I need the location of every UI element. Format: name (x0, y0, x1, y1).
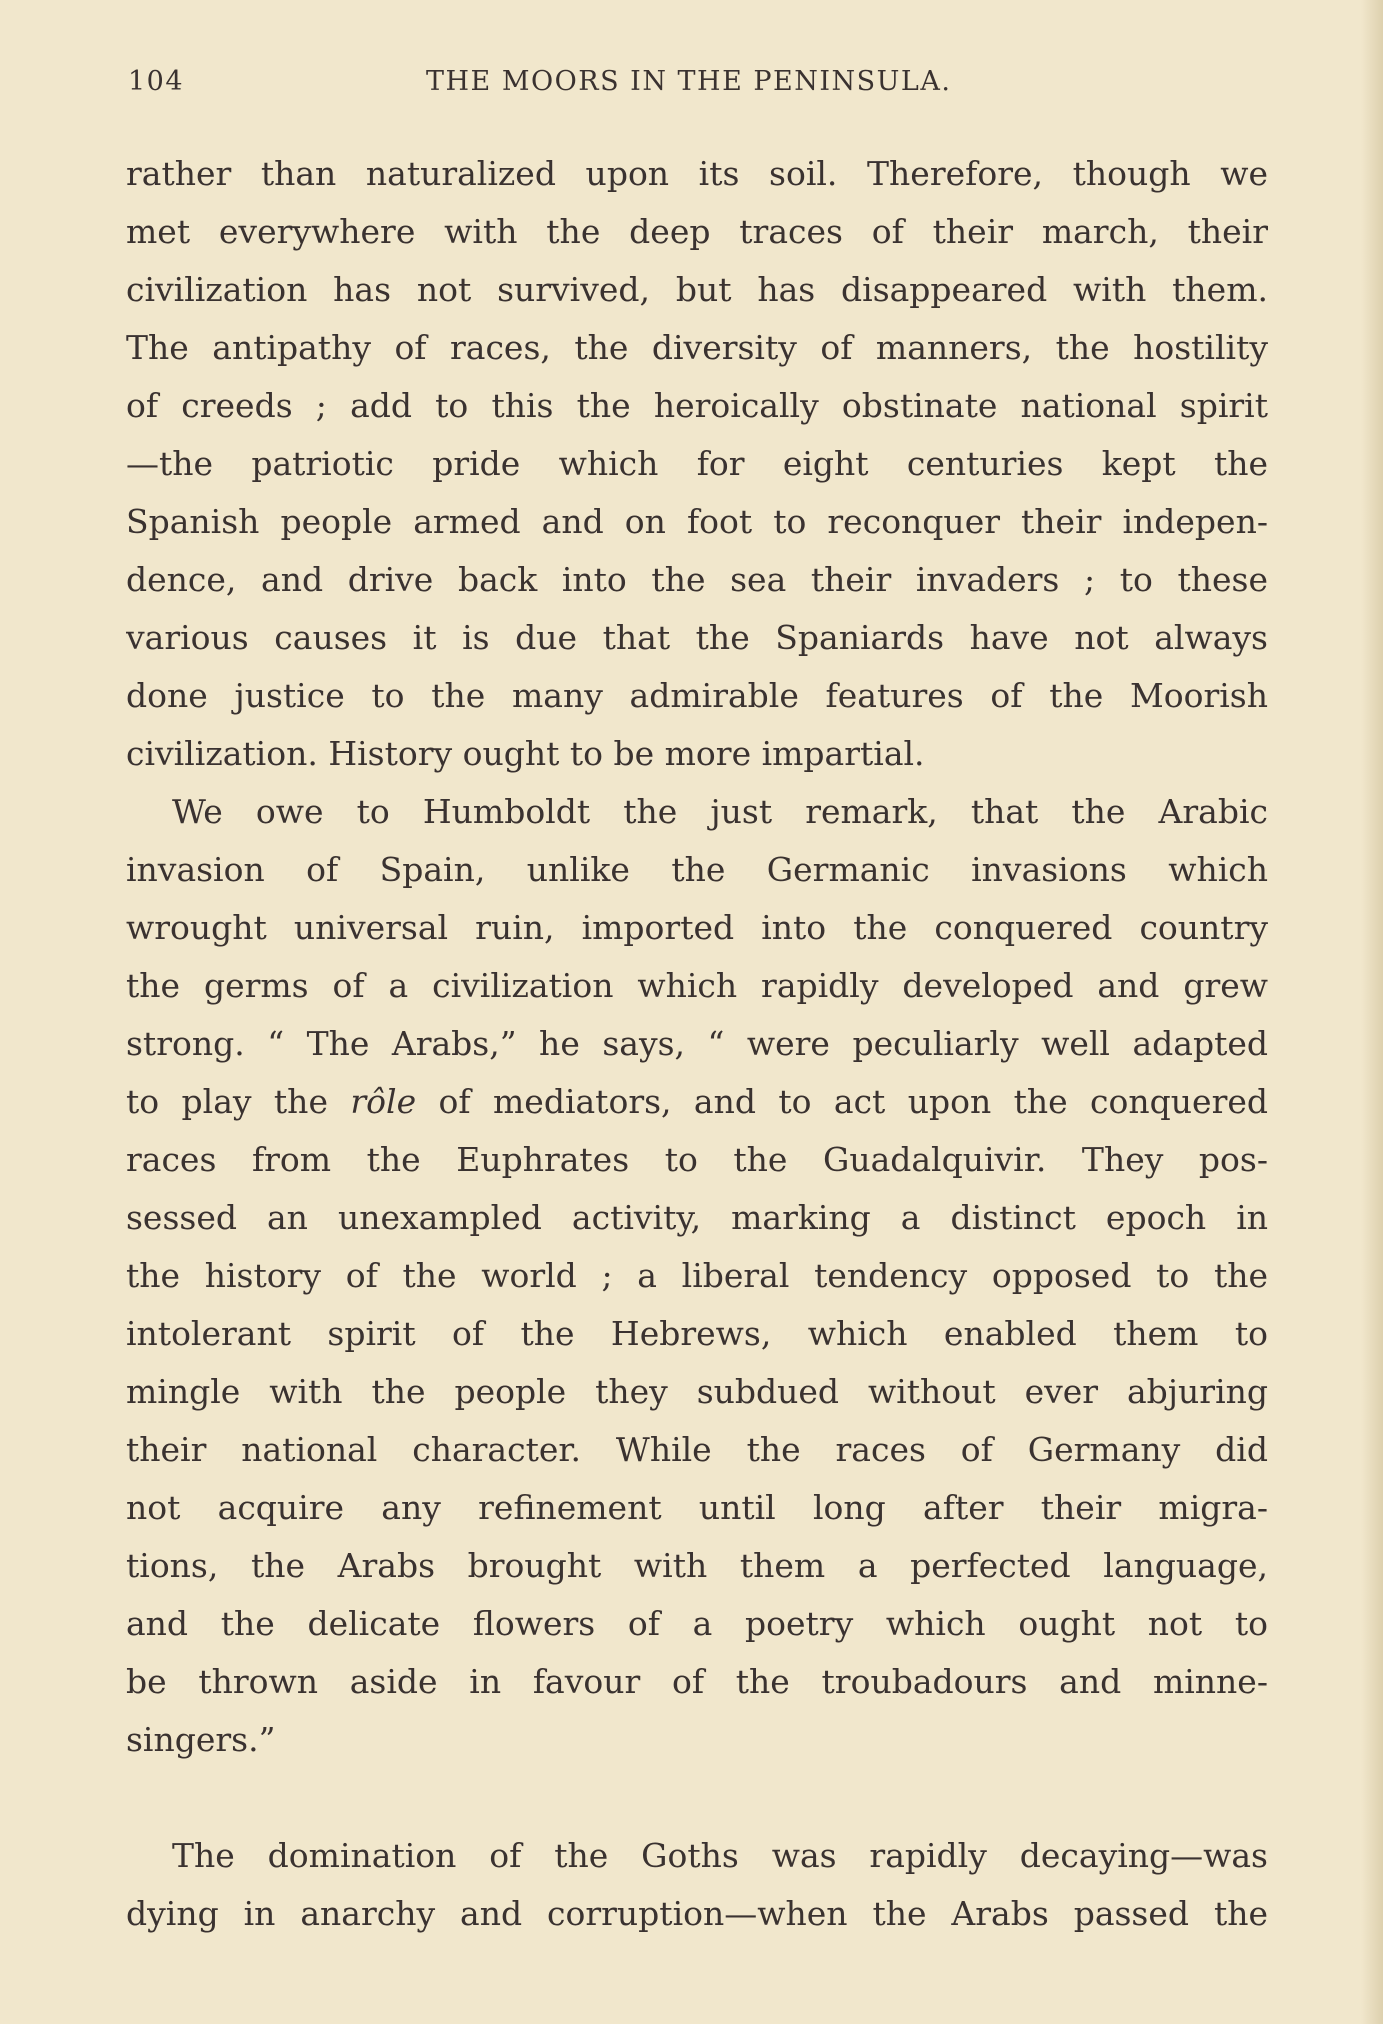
text-line: not acquire any refinement until long after their migra- (126, 1488, 1268, 1527)
text-line: The antipathy of races, the diversity of manners, the hostility (126, 328, 1268, 367)
text-line: dying in anarchy and corruption—when the Arabs passed the (126, 1894, 1268, 1933)
text-line: mingle with the people they subdued without ever abjuring (126, 1372, 1268, 1411)
text-line: —the patriotic pride which for eight centuries kept the (126, 444, 1268, 483)
text-line: dence, and drive back into the sea their invaders ; to these (126, 560, 1268, 599)
running-title: THE MOORS IN THE PENINSULA. (426, 66, 952, 97)
text-line: met everywhere with the deep traces of their march, their (126, 212, 1268, 251)
text-line: done justice to the many admirable features of the Moorish (126, 676, 1268, 715)
text-line: their national character. While the races of Germany did (126, 1430, 1268, 1469)
text-line: the history of the world ; a liberal tendency opposed to the (126, 1256, 1268, 1295)
body-text (126, 145, 1268, 1943)
italic-word: rôle (350, 1082, 417, 1121)
text-line: various causes it is due that the Spaniards have not always (126, 618, 1268, 657)
text-line: civilization. History ought to be more impartial. (126, 734, 925, 773)
text-line: The domination of the Goths was rapidly decaying—was (172, 1836, 1268, 1875)
text-line: races from the Euphrates to the Guadalquivir. They pos- (126, 1140, 1268, 1179)
text-line: Spanish people armed and on foot to reconquer their indepen- (126, 502, 1268, 541)
text-line: of creeds ; add to this the heroically obstinate national spirit (126, 386, 1268, 425)
text-line: be thrown aside in favour of the troubadours and minne- (126, 1662, 1268, 1701)
text-line: invasion of Spain, unlike the Germanic invasions which (126, 850, 1268, 889)
text-line: civilization has not survived, but has disappeared with them. (126, 270, 1268, 309)
text-line: the germs of a civilization which rapidly developed and grew (126, 966, 1268, 1005)
text-line: and the delicate flowers of a poetry which ought not to (126, 1604, 1268, 1643)
page-edge-shadow (1361, 0, 1383, 2024)
page-number: 104 (128, 66, 185, 97)
text-line: singers.” (126, 1720, 276, 1759)
text-line: We owe to Humboldt the just remark, that the Arabic (172, 792, 1268, 831)
text-line: intolerant spirit of the Hebrews, which enabled them to (126, 1314, 1268, 1353)
text-line: sessed an unexampled activity, marking a distinct epoch in (126, 1198, 1268, 1237)
text-line: tions, the Arabs brought with them a perfected language, (126, 1546, 1268, 1585)
text-line: wrought universal ruin, imported into the conquered country (126, 908, 1268, 947)
text-line (126, 1073, 1268, 1131)
text-line: rather than naturalized upon its soil. Therefore, though we (126, 154, 1268, 193)
running-header (128, 66, 1268, 106)
text-segment: to play the (126, 1082, 328, 1121)
text-line: strong. “ The Arabs,” he says, “ were peculiarly well adapted (126, 1024, 1268, 1063)
text-segment: of mediators, and to act upon the conquered (438, 1082, 1268, 1121)
